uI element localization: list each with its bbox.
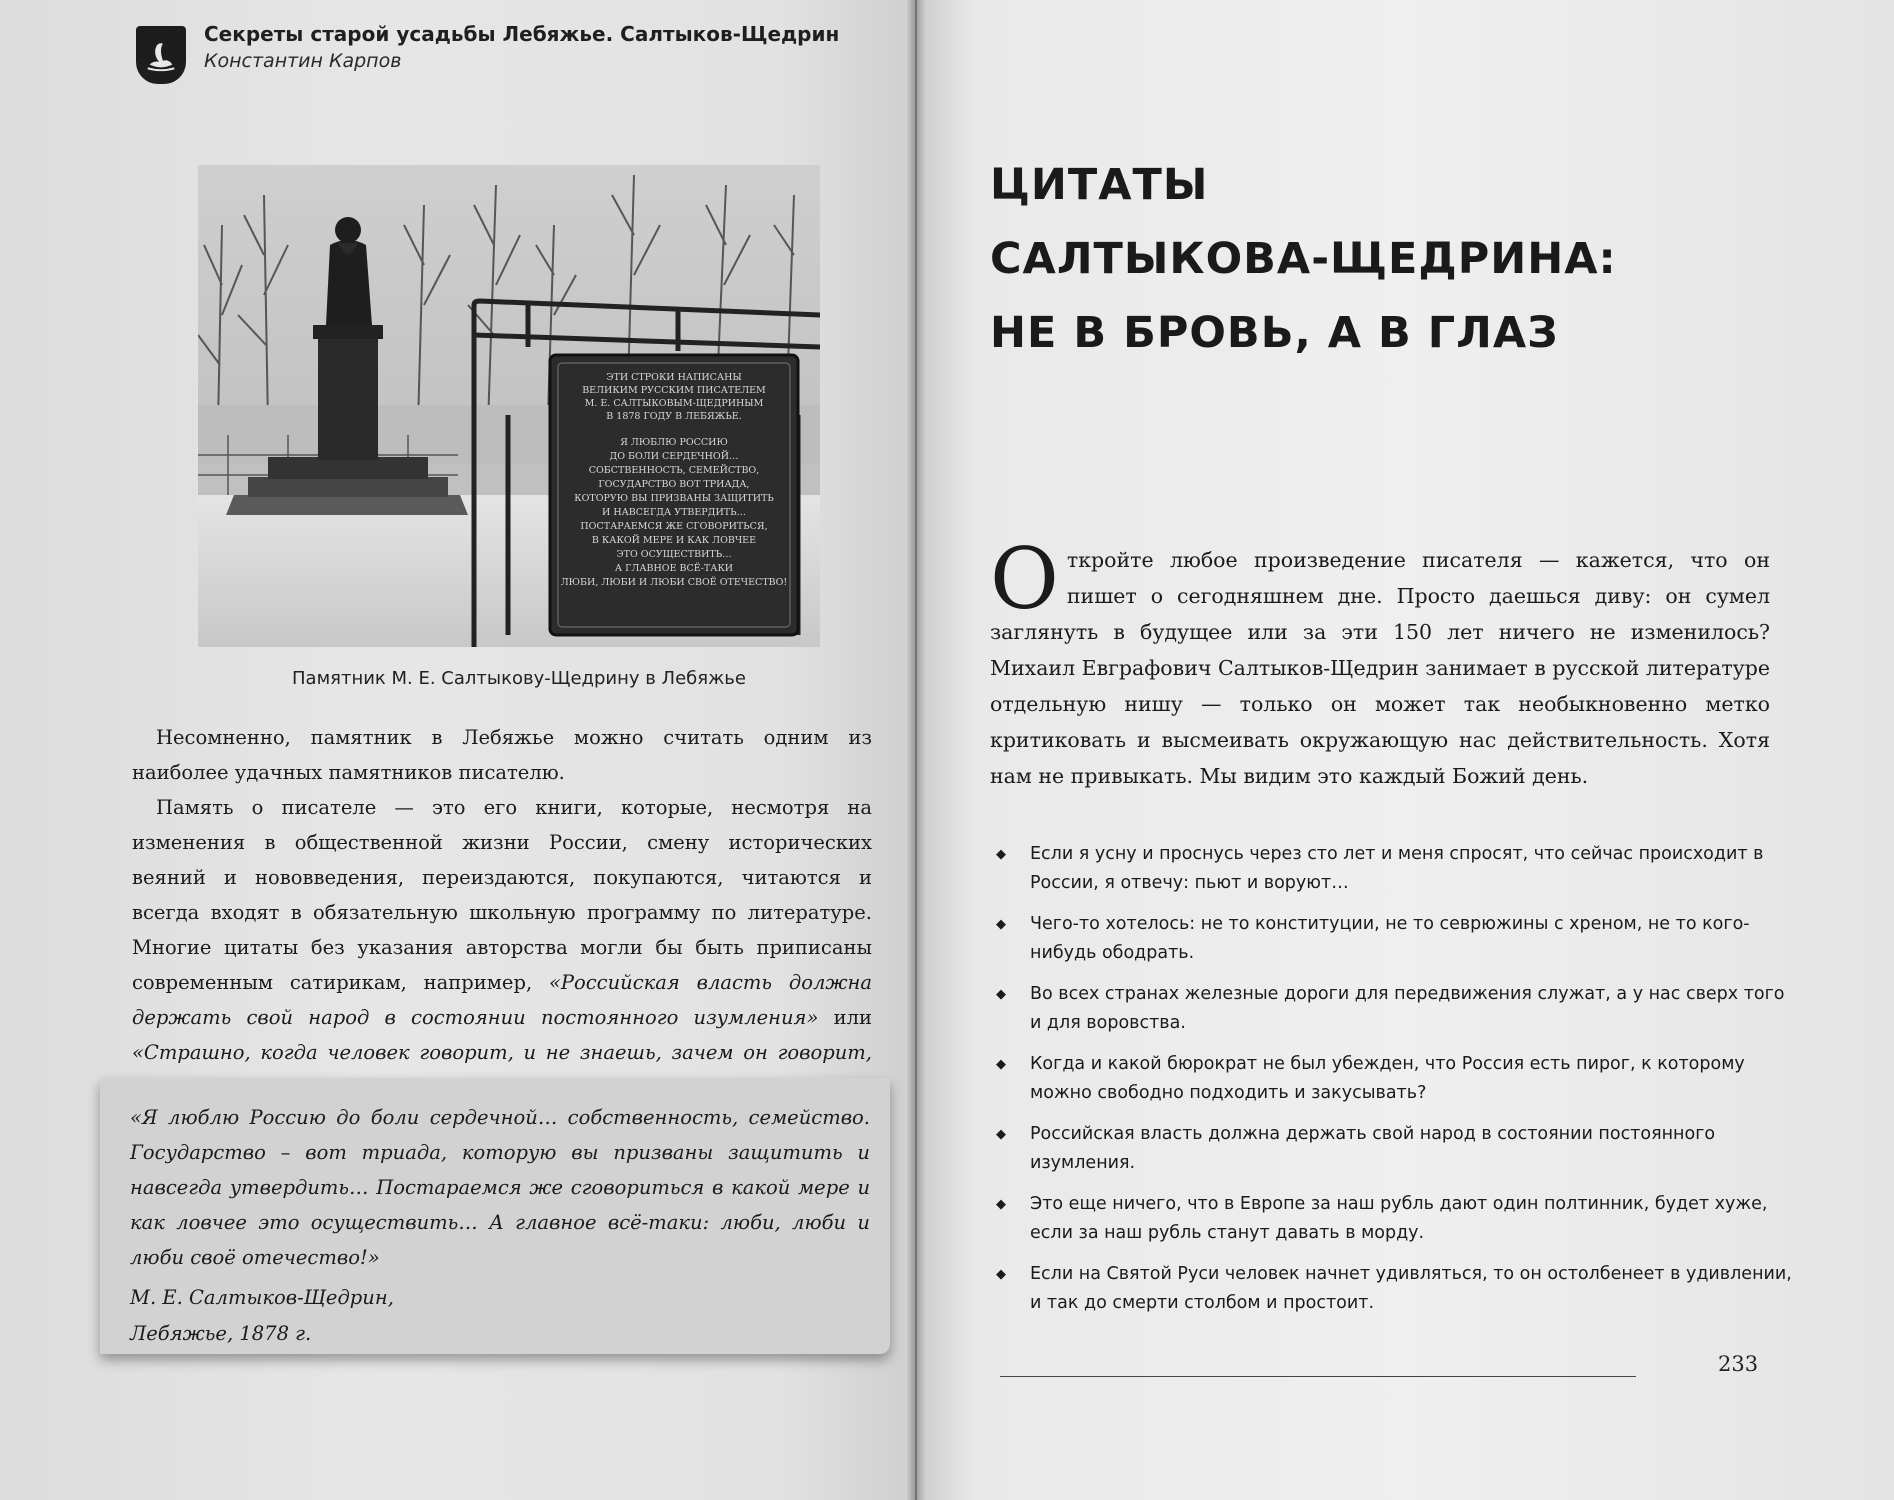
running-header-title: Секреты старой усадьбы Лебяжье. Салтыков-Щедрин: [204, 22, 840, 46]
quote-signature: [130, 1280, 394, 1352]
list-item: [996, 1050, 1796, 1108]
diamond-bullet-icon: ◆: [996, 847, 1006, 862]
left-page: [0, 0, 915, 1500]
chapter-title-line: САЛТЫКОВА-ЩЕДРИНА:: [990, 234, 1617, 284]
plaque-line: ЭТИ СТРОКИ НАПИСАНЫ: [606, 372, 742, 383]
drop-cap: О: [990, 530, 1059, 628]
diamond-bullet-icon: ◆: [996, 1127, 1006, 1142]
plaque-line: КОТОРУЮ ВЫ ПРИЗВАНЫ ЗАЩИТИТЬ: [574, 493, 774, 504]
plaque-line: ДО БОЛИ СЕРДЕЧНОЙ…: [609, 451, 739, 462]
plaque-line: ГОСУДАРСТВО ВОТ ТРИАДА,: [598, 479, 750, 490]
photo-caption: Памятник М. Е. Салтыкову-Щедрину в Лебяжье: [292, 668, 746, 689]
quote-text: Российская власть должна держать свой народ в состоянии постоянного изумления.: [1030, 1124, 1716, 1173]
plaque-line: В 1878 ГОДУ В ЛЕБЯЖЬЕ.: [606, 411, 742, 422]
swan-logo: [136, 26, 186, 84]
inline-quote-1: «Российская власть должна держать свой народ в состоянии постоянного изумления»: [132, 971, 872, 1029]
running-header-author: Константин Карпов: [204, 50, 402, 72]
plaque-line: СОБСТВЕННОСТЬ, СЕМЕЙСТВО,: [588, 465, 760, 476]
chapter-title-line: НЕ В БРОВЬ, А В ГЛАЗ: [990, 308, 1559, 358]
body-text: [132, 720, 872, 1105]
list-item: [996, 1260, 1796, 1318]
quote-text: Во всех странах железные дороги для передвижения служат, а у нас сверх того и для воровства.: [1030, 984, 1785, 1033]
chapter-title: [990, 148, 1617, 370]
quote-text: Если я усну и проснусь через сто лет и меня спросят, что сейчас происходит в России, я отвечу: пьют и воруют…: [1030, 844, 1764, 893]
quotes-list: [996, 840, 1796, 1330]
list-item: [996, 1120, 1796, 1178]
plaque-line: В КАКОЙ МЕРЕ И КАК ЛОВЧЕЕ: [591, 535, 757, 546]
list-item: [996, 910, 1796, 968]
paragraph-2-conjunction: или: [818, 1006, 872, 1029]
plaque-line: А ГЛАВНОЕ ВСЁ-ТАКИ: [614, 563, 734, 574]
plaque-line: Я ЛЮБЛЮ РОССИЮ: [620, 437, 728, 448]
plaque-line: ВЕЛИКИМ РУССКИМ ПИСАТЕЛЕМ: [582, 385, 766, 396]
list-item: [996, 840, 1796, 898]
quote-author: М. Е. Салтыков-Щедрин,: [130, 1286, 394, 1309]
diamond-bullet-icon: ◆: [996, 1057, 1006, 1072]
quote-place-date: Лебяжье, 1878 г.: [130, 1322, 312, 1345]
block-quote: «Я люблю Россию до боли сердечной… собственность, семейство. Государство – вот триада, которую вы призваны защитить и навсегда утвердить… Постараемся же сговориться в какой мере и как ловчее это осуществить… А главное всё-таки: люби, люби и люби своё отечество!»: [130, 1106, 870, 1269]
page-number: 233: [1718, 1352, 1759, 1376]
swan-icon: [142, 35, 180, 75]
paragraph-2-text: Память о писателе — это его книги, которые, несмотря на изменения в общественной жизни России, смену исторических веяний и нововведения, переиздаются, покупаются, читаются и всегда входят в обязательную школьную программу по литературе. Многие цитаты без указания авторства могли бы быть приписаны современным сатирикам, например,: [132, 796, 872, 994]
plaque-line: ПОСТАРАЕМСЯ ЖЕ СГОВОРИТЬСЯ,: [580, 521, 768, 532]
quote-text: Когда и какой бюрократ не был убежден, что Россия есть пирог, к которому можно свободно подходить и закусывать?: [1030, 1054, 1745, 1103]
chapter-title-line: ЦИТАТЫ: [990, 160, 1209, 210]
plaque-line: М. Е. САЛТЫКОВЫМ-ЩЕДРИНЫМ: [584, 398, 764, 409]
diamond-bullet-icon: ◆: [996, 917, 1006, 932]
diamond-bullet-icon: ◆: [996, 987, 1006, 1002]
quote-text: Если на Святой Руси человек начнет удивляться, то он остолбенеет в удивлении, и так до смерти столбом и простоит.: [1030, 1264, 1792, 1313]
quote-text: Чего-то хотелось: не то конституции, не то севрюжины с хреном, не то кого-нибудь ободрать.: [1030, 914, 1750, 963]
monument-photo: [198, 165, 820, 647]
list-item: [996, 1190, 1796, 1248]
diamond-bullet-icon: ◆: [996, 1267, 1006, 1282]
footer-rule: [1000, 1376, 1636, 1377]
book-gutter: [905, 0, 927, 1500]
diamond-bullet-icon: ◆: [996, 1197, 1006, 1212]
intro-paragraph: [990, 530, 1770, 794]
paragraph-1: Несомненно, памятник в Лебяжье можно считать одним из наиболее удачных памятников писателю.: [132, 726, 872, 784]
paragraph-2: [132, 790, 872, 1105]
list-item: [996, 980, 1796, 1038]
monument-photo-image: [198, 165, 820, 647]
inline-quote-2: «Страшно, когда человек говорит, и не знаешь, зачем он говорит,: [132, 1041, 872, 1064]
plaque-line: ЛЮБИ, ЛЮБИ И ЛЮБИ СВОЁ ОТЕЧЕСТВО!: [560, 577, 788, 588]
intro-text: ткройте любое произведение писателя — кажется, что он пишет о сегодняшнем дне. Просто даешься диву: он сумел заглянуть в будущее или за эти 150 лет ничего не изменилось? Михаил Евграфович Салтыков-Щедрин занимает в русской литературе отдельную нишу — только он может так необыкновенно метко критиковать и высмеивать окружающую нас действительность. Хотя нам не привыкать. Мы видим это каждый Божий день.: [990, 548, 1770, 788]
plaque-line: ЭТО ОСУЩЕСТВИТЬ…: [616, 549, 732, 560]
plaque-line: И НАВСЕГДА УТВЕРДИТЬ…: [602, 507, 746, 518]
quote-text: Это еще ничего, что в Европе за наш рубль дают один полтинник, будет хуже, если за наш рубль станут давать в морду.: [1030, 1194, 1768, 1243]
